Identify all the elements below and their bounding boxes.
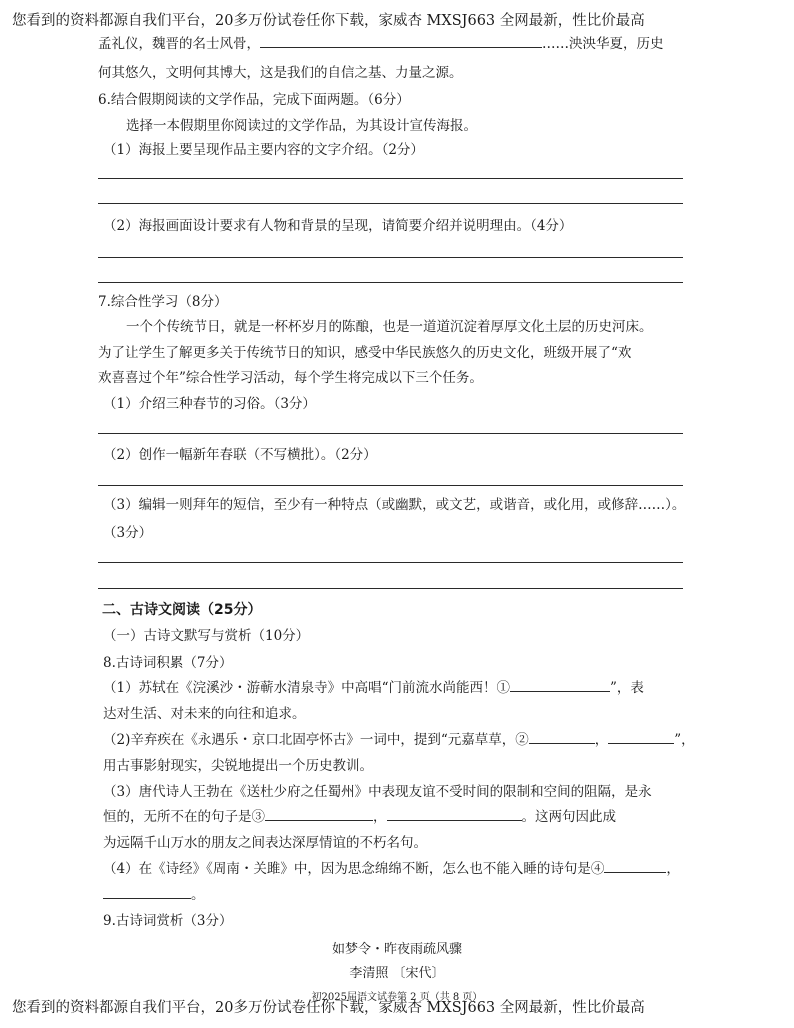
- q6-sub2: （2）海报画面设计要求有人物和背景的呈现，请简要介绍并说明理由。（4分）: [103, 218, 573, 234]
- q8-item-2-cont: 用古事影射现实，尖锐地提出一个历史教训。: [103, 758, 373, 774]
- q6-sub1: （1）海报上要呈现作品主要内容的文字介绍。（2分）: [103, 142, 424, 158]
- q7-para-2: 为了让学生了解更多关于传统节日的知识，感受中华民族悠久的历史文化，班级开展了“欢: [98, 345, 632, 361]
- q8-item-3-comma: ，: [373, 809, 387, 825]
- answer-line[interactable]: [98, 588, 683, 589]
- q8-item-3-text: 恒的，无所不在的句子是③: [103, 809, 265, 825]
- q8-item-3: （3）唐代诗人王勃在《送杜少府之任蜀州》中表现友谊不受时间的限制和空间的阻隔，是永: [103, 784, 652, 800]
- q8-item-2-text: （2)辛弃疾在《永遇乐・京口北固亭怀古》一词中，提到“元嘉草草，②: [103, 732, 529, 748]
- page-footer: 初2025届语文试卷第 2 页（共 8 页）: [311, 992, 483, 1003]
- answer-blank[interactable]: [608, 743, 674, 744]
- answer-blank[interactable]: [103, 898, 191, 899]
- q6-title: 6.结合假期阅读的文学作品，完成下面两题。（6分）: [98, 92, 410, 108]
- q6-prompt: 选择一本假期里你阅读过的文学作品，为其设计宣传海报。: [126, 118, 477, 134]
- q8-item-1-cont: 达对生活、对未来的向往和追求。: [103, 706, 306, 722]
- q7-title: 7.综合性学习（8分）: [98, 294, 228, 310]
- q7-para-1: 一个个传统节日，就是一杯杯岁月的陈酿，也是一道道沉淀着厚厚文化土层的历史河床。: [126, 319, 653, 335]
- q7-sub3: （3）编辑一则拜年的短信，至少有一种特点（或幽默，或文艺，或谐音，或化用，或修辞……）。: [103, 497, 686, 513]
- answer-line[interactable]: [98, 178, 683, 179]
- q8-item-1-text: （1）苏轼在《浣溪沙・游蕲水清泉寺》中高唱“门前流水尚能西！①: [103, 680, 510, 696]
- intro-text-b: ……泱泱华夏，历史: [542, 36, 664, 52]
- q8-item-3-cont2: 为远隔千山万水的朋友之间表达深厚情谊的不朽名句。: [103, 835, 427, 851]
- q8-item-3-cont: [103, 808, 616, 826]
- q7-sub2: （2）创作一幅新年春联（不写横批）。（2分）: [103, 447, 377, 463]
- answer-blank[interactable]: [387, 820, 522, 821]
- answer-blank[interactable]: [604, 872, 666, 873]
- answer-blank[interactable]: [265, 820, 373, 821]
- q8-item-3-end: 。这两句因此成: [521, 809, 616, 825]
- intro-line-2: 何其悠久，文明何其博大，这是我们的自信之基、力量之源。: [98, 65, 463, 81]
- watermark-banner-bottom: 您看到的资料都源自我们平台，20多万份试卷任你下载，家威杏 MXSJ663 全网最新，性比价最高: [12, 1000, 645, 1016]
- poem-author: 李清照 〔宋代〕: [349, 966, 445, 981]
- q8-item-1: [103, 679, 644, 697]
- answer-line[interactable]: [98, 203, 683, 204]
- answer-line[interactable]: [98, 562, 683, 563]
- q9-title: 9.古诗词赏析（3分）: [103, 913, 233, 929]
- q8-item-4-comma: ，: [666, 861, 680, 877]
- intro-text-a: 孟礼仪，魏晋的名士风骨，: [98, 36, 260, 52]
- section-heading: 二、古诗文阅读（25分）: [102, 602, 262, 618]
- q8-item-4: [103, 860, 680, 878]
- q8-item-2-comma: ，: [594, 732, 609, 748]
- q7-para-3: 欢喜喜过个年”综合性学习活动，每个学生将完成以下三个任务。: [98, 370, 483, 386]
- q7-sub3-score: （3分）: [103, 525, 153, 541]
- answer-line[interactable]: [98, 485, 683, 486]
- answer-line[interactable]: [98, 282, 683, 283]
- intro-line-1: [98, 35, 664, 53]
- q8-item-4-cont: [103, 886, 205, 904]
- answer-blank[interactable]: [510, 691, 610, 692]
- poem-title: 如梦令・昨夜雨疏风骤: [331, 942, 462, 957]
- answer-line[interactable]: [98, 257, 683, 258]
- watermark-banner-top: 您看到的资料都源自我们平台，20多万份试卷任你下载，家威杏 MXSJ663 全网最新，性比价最高: [12, 13, 645, 29]
- q8-item-2-end: ”，: [674, 732, 695, 748]
- subsection-heading: （一）古诗文默写与赏析（10分）: [103, 628, 310, 644]
- q8-item-2: [103, 731, 695, 749]
- q8-item-4-text: （4）在《诗经》《周南・关雎》中，因为思念绵绵不断，怎么也不能入睡的诗句是④: [103, 861, 605, 877]
- answer-line[interactable]: [98, 433, 683, 434]
- q7-sub1: （1）介绍三种春节的习俗。（3分）: [103, 396, 316, 412]
- q8-item-4-end: 。: [191, 887, 205, 903]
- answer-blank[interactable]: [260, 47, 542, 48]
- answer-blank[interactable]: [529, 743, 595, 744]
- q8-item-1-end: ”，表: [610, 680, 644, 696]
- q8-title: 8.古诗词积累（7分）: [103, 655, 233, 671]
